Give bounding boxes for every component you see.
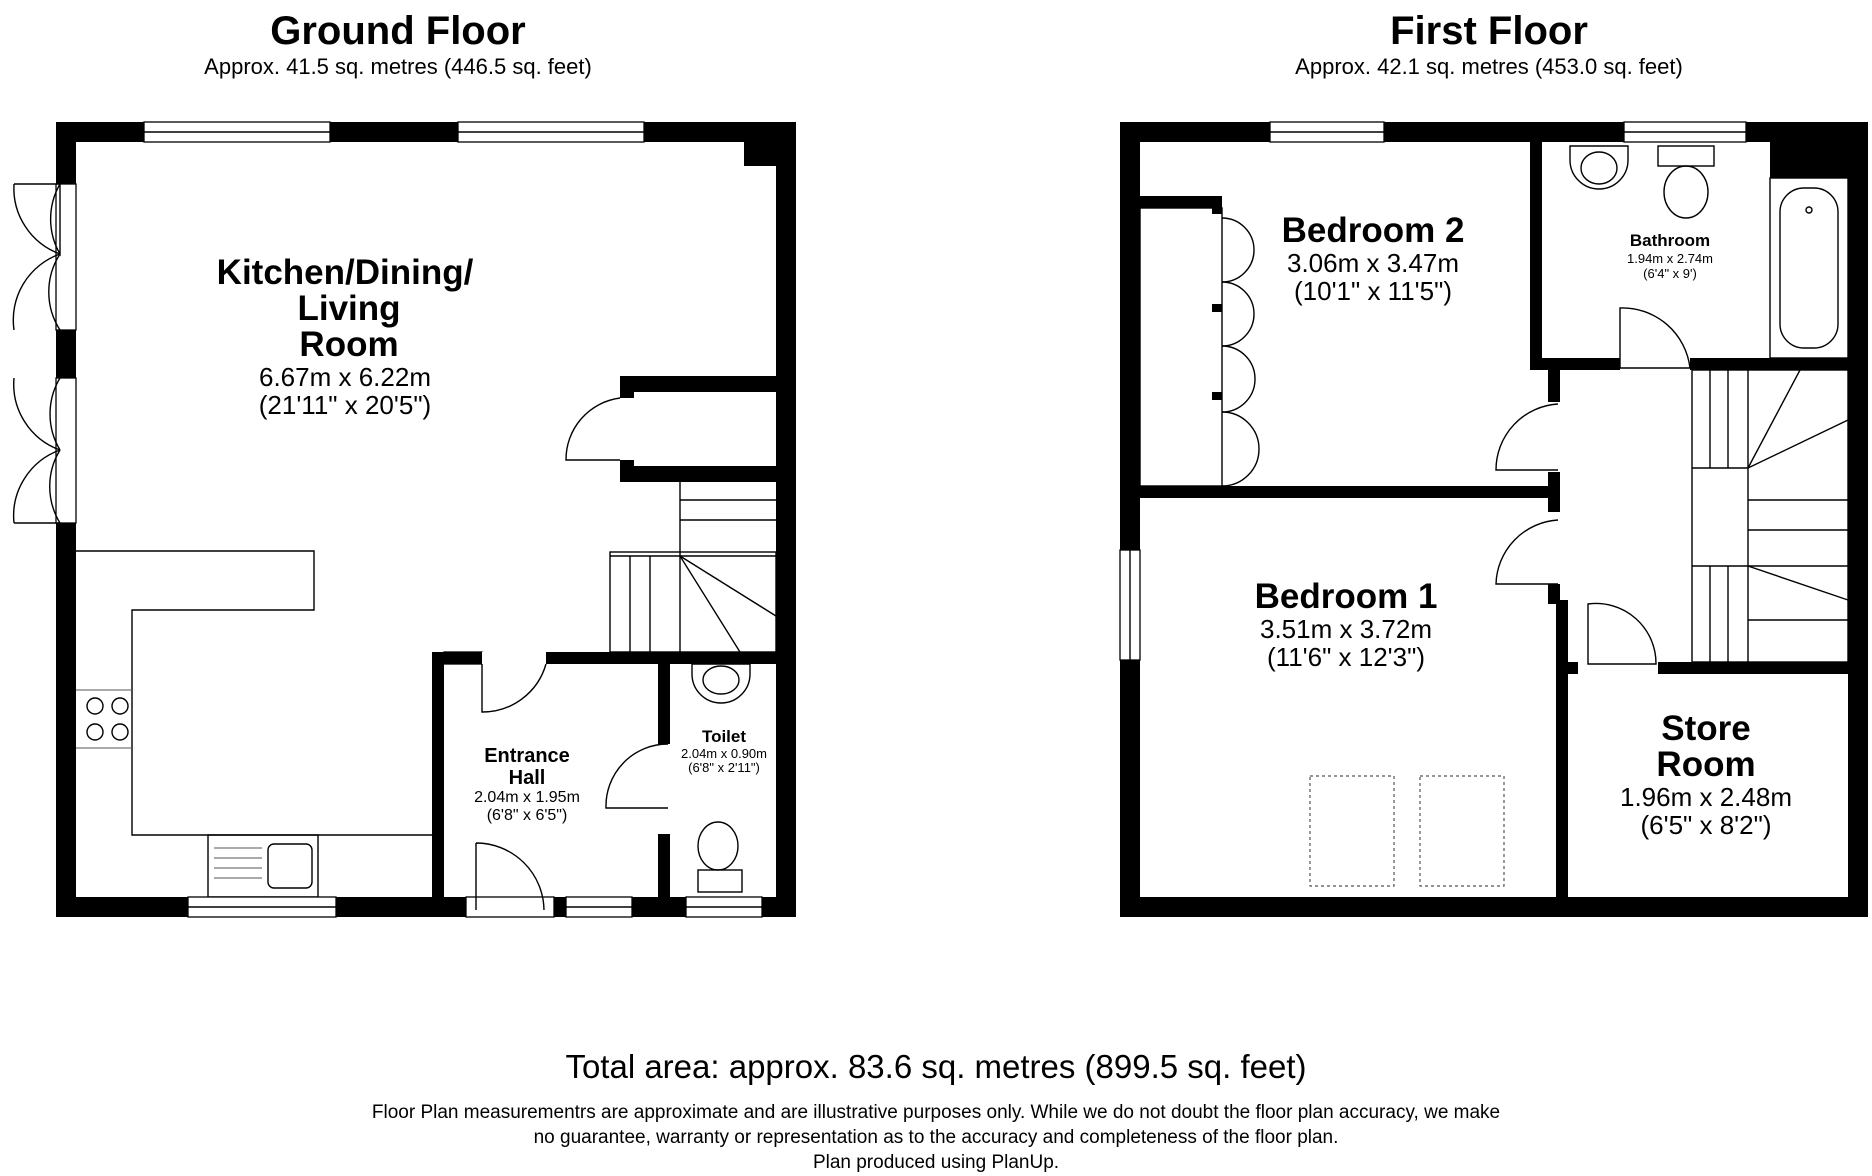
disclaimer-line1: Floor Plan measurementrs are approximate and are illustrative purposes only. While we do not doubt the floor plan accuracy, we make xyxy=(371,1102,1501,1123)
kitchen-name-line2: Living xyxy=(297,289,401,328)
toilet-dim-imperial: (6'8" x 2'11") xyxy=(688,760,760,775)
hall-name-line2: Hall xyxy=(508,767,546,789)
first-floor-title: First Floor xyxy=(1390,9,1588,53)
hall-dim-metric: 2.04m x 1.95m xyxy=(474,789,580,806)
ground-floor-plan xyxy=(13,122,796,917)
kitchen-name-line1: Kitchen/Dining/ xyxy=(216,253,474,292)
bathroom-dim-metric: 1.94m x 2.74m xyxy=(1627,251,1713,266)
disclaimer-line2: no guarantee, warranty or representation as to the accuracy and completeness of the floor plan. xyxy=(533,1127,1339,1148)
bedroom1-dim-metric: 3.51m x 3.72m xyxy=(1260,614,1432,644)
kitchen-name-line3: Room xyxy=(299,325,399,364)
bedroom2-dim-metric: 3.06m x 3.47m xyxy=(1287,248,1459,278)
bathroom-name: Bathroom xyxy=(1629,231,1711,250)
store-dim-imperial: (6'5" x 8'2") xyxy=(1640,810,1772,840)
bedroom1-name: Bedroom 1 xyxy=(1254,577,1438,616)
footer xyxy=(372,1048,1500,1173)
first-floor-area: Approx. 42.1 sq. metres (453.0 sq. feet) xyxy=(1295,54,1683,79)
ground-floor-area: Approx. 41.5 sq. metres (446.5 sq. feet) xyxy=(204,54,592,79)
disclaimer-line3: Plan produced using PlanUp. xyxy=(812,1152,1060,1173)
bathroom-dim-imperial: (6'4" x 9') xyxy=(1643,266,1697,281)
toilet-name: Toilet xyxy=(701,727,747,746)
hall-dim-imperial: (6'8" x 6'5") xyxy=(486,807,568,824)
kitchen-dim-metric: 6.67m x 6.22m xyxy=(259,362,431,392)
bedroom1-dim-imperial: (11'6" x 12'3") xyxy=(1267,642,1425,672)
bedroom2-name: Bedroom 2 xyxy=(1281,211,1465,250)
ground-floor-title: Ground Floor xyxy=(270,9,526,53)
toilet-dim-metric: 2.04m x 0.90m xyxy=(681,746,767,761)
store-name-line1: Store xyxy=(1661,709,1751,748)
kitchen-dim-imperial: (21'11" x 20'5") xyxy=(258,390,432,420)
hall-name-line1: Entrance xyxy=(484,745,570,767)
bedroom2-dim-imperial: (10'1" x 11'5") xyxy=(1294,276,1452,306)
total-area: Total area: approx. 83.6 sq. metres (899.5 sq. feet) xyxy=(565,1048,1307,1085)
store-dim-metric: 1.96m x 2.48m xyxy=(1620,782,1792,812)
store-name-line2: Room xyxy=(1656,745,1756,784)
